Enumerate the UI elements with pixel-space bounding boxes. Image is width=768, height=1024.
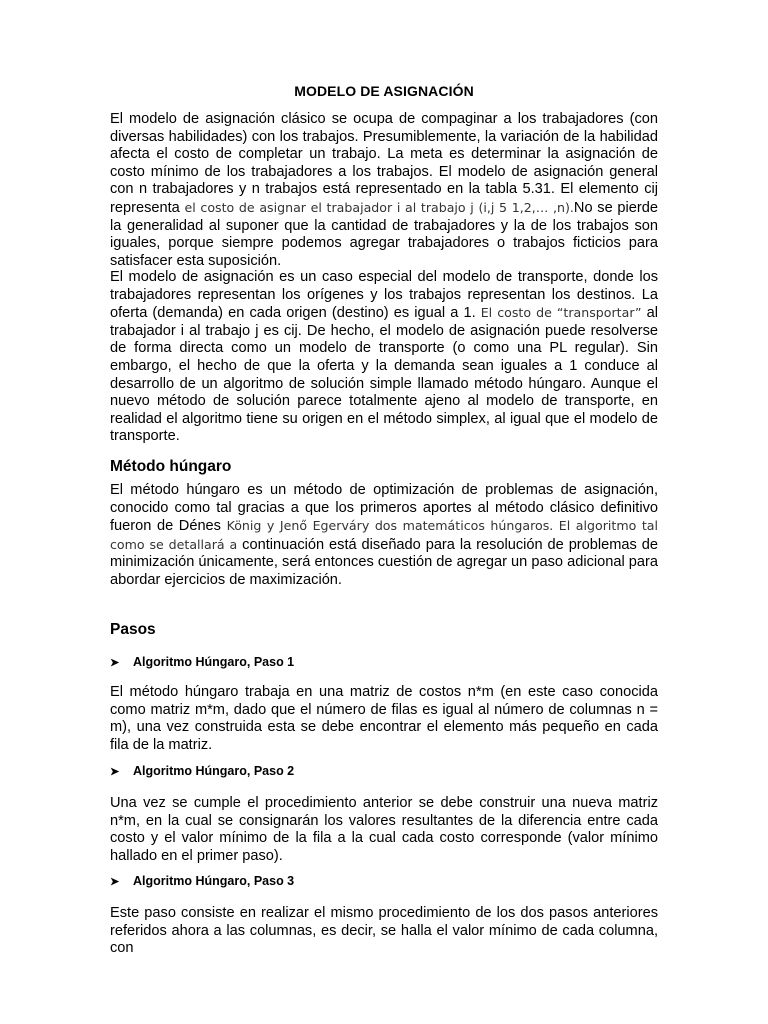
paragraph-transport <box>110 269 658 446</box>
paragraph-step-3: Este paso consiste en realizar el mismo procedimiento de los dos pasos anteriores referidos ahora a las columnas, es decir, se halla el valor mínimo de cada columna, con <box>110 905 658 957</box>
step-3-heading <box>110 874 294 888</box>
hungarian-text-a: El método húngaro es un método de optimización de problemas de asignación, conocido como tal gracias a que los primeros aportes al método clásico definitivo fueron de Dénes <box>110 482 658 535</box>
document-title: MODELO DE ASIGNACIÓN <box>294 83 474 99</box>
step-3-label: Algoritmo Húngaro, Paso 3 <box>133 874 295 888</box>
heading-metodo-hungaro: Método húngaro <box>110 458 232 475</box>
heading-pasos: Pasos <box>110 621 156 638</box>
step-1-label: Algoritmo Húngaro, Paso 1 <box>133 655 295 669</box>
intro-text-c: No se pierde la generalidad al suponer que la cantidad de trabajadores y la de los trabajos son iguales, porque siempre podemos agregar trabajadores o trabajos ficticios para satisfacer esta suposición. <box>110 199 658 269</box>
paragraph-step-2: Una vez se cumple el procedimiento anterior se debe construir una nueva matriz n*m, en la cual se consignarán los valores resultantes de la diferencia entre cada costo y el valor mínimo de la fila a la cual cada costo corresponde (valor mínimo hallado en el primer paso). <box>110 795 658 864</box>
paragraph-intro <box>110 111 658 270</box>
intro-text-a: El modelo de asignación clásico se ocupa de compaginar a los trabajadores (con diversas habilidades) con los trabajos. Presumiblemente, la variación de la habilidad afecta el costo de completar un trabajo. La meta es determinar la asignación de costo mínimo de los trabajadores a los trabajos. El modelo de asignación general con n trabajadores y n trabajos está representado en la tabla 5.31. El elemento cij representa <box>110 111 658 216</box>
hungarian-text-names: König y Jenő Egerváry dos matemáticos húngaros. El algoritmo tal como se detallará a <box>110 518 658 552</box>
hungarian-text-c: continuación está diseñado para la resolución de problemas de minimización únicamente, será entonces cuestión de agregar un paso adicional para abordar ejercicios de maximización. <box>110 536 658 588</box>
arrow-bullet-icon: ➤ <box>110 765 120 778</box>
paragraph-hungarian <box>110 482 658 590</box>
arrow-bullet-icon: ➤ <box>110 875 120 888</box>
transport-text-a: El modelo de asignación es un caso especial del modelo de transporte, donde los trabajadores representan los orígenes y los trabajos representan los destinos. La oferta (demanda) en cada origen (destino) es igual a 1. <box>110 269 658 322</box>
step-2-label: Algoritmo Húngaro, Paso 2 <box>133 764 295 778</box>
transport-text-cost: El costo de “transportar” <box>475 305 647 321</box>
paragraph-step-1: El método húngaro trabaja en una matriz de costos n*m (en este caso conocida como matriz m*m, dado que el número de filas es igual al número de columnas n = m), una vez construida esta se debe encontrar el elemento más pequeño en cada fila de la matriz. <box>110 684 658 753</box>
step-1-heading <box>110 655 294 669</box>
step-2-heading <box>110 764 294 778</box>
intro-text-cost-def: el costo de asignar el trabajador i al trabajo j (i,j 5 1,2,… ,n). <box>184 199 574 215</box>
arrow-bullet-icon: ➤ <box>110 656 120 669</box>
transport-text-c: al trabajador i al trabajo j es cij. De hecho, el modelo de asignación puede resolverse de forma directa como un modelo de transporte (o como una PL regular). Sin embargo, el hecho de que la oferta y la demanda sean iguales a 1 conduce al desarrollo de un algoritmo de solución simple llamado método húngaro. Aunque el nuevo método de solución parece totalmente ajeno al modelo de transporte, en realidad el algoritmo tiene su origen en el método simplex, al igual que el modelo de transporte. <box>110 305 658 445</box>
